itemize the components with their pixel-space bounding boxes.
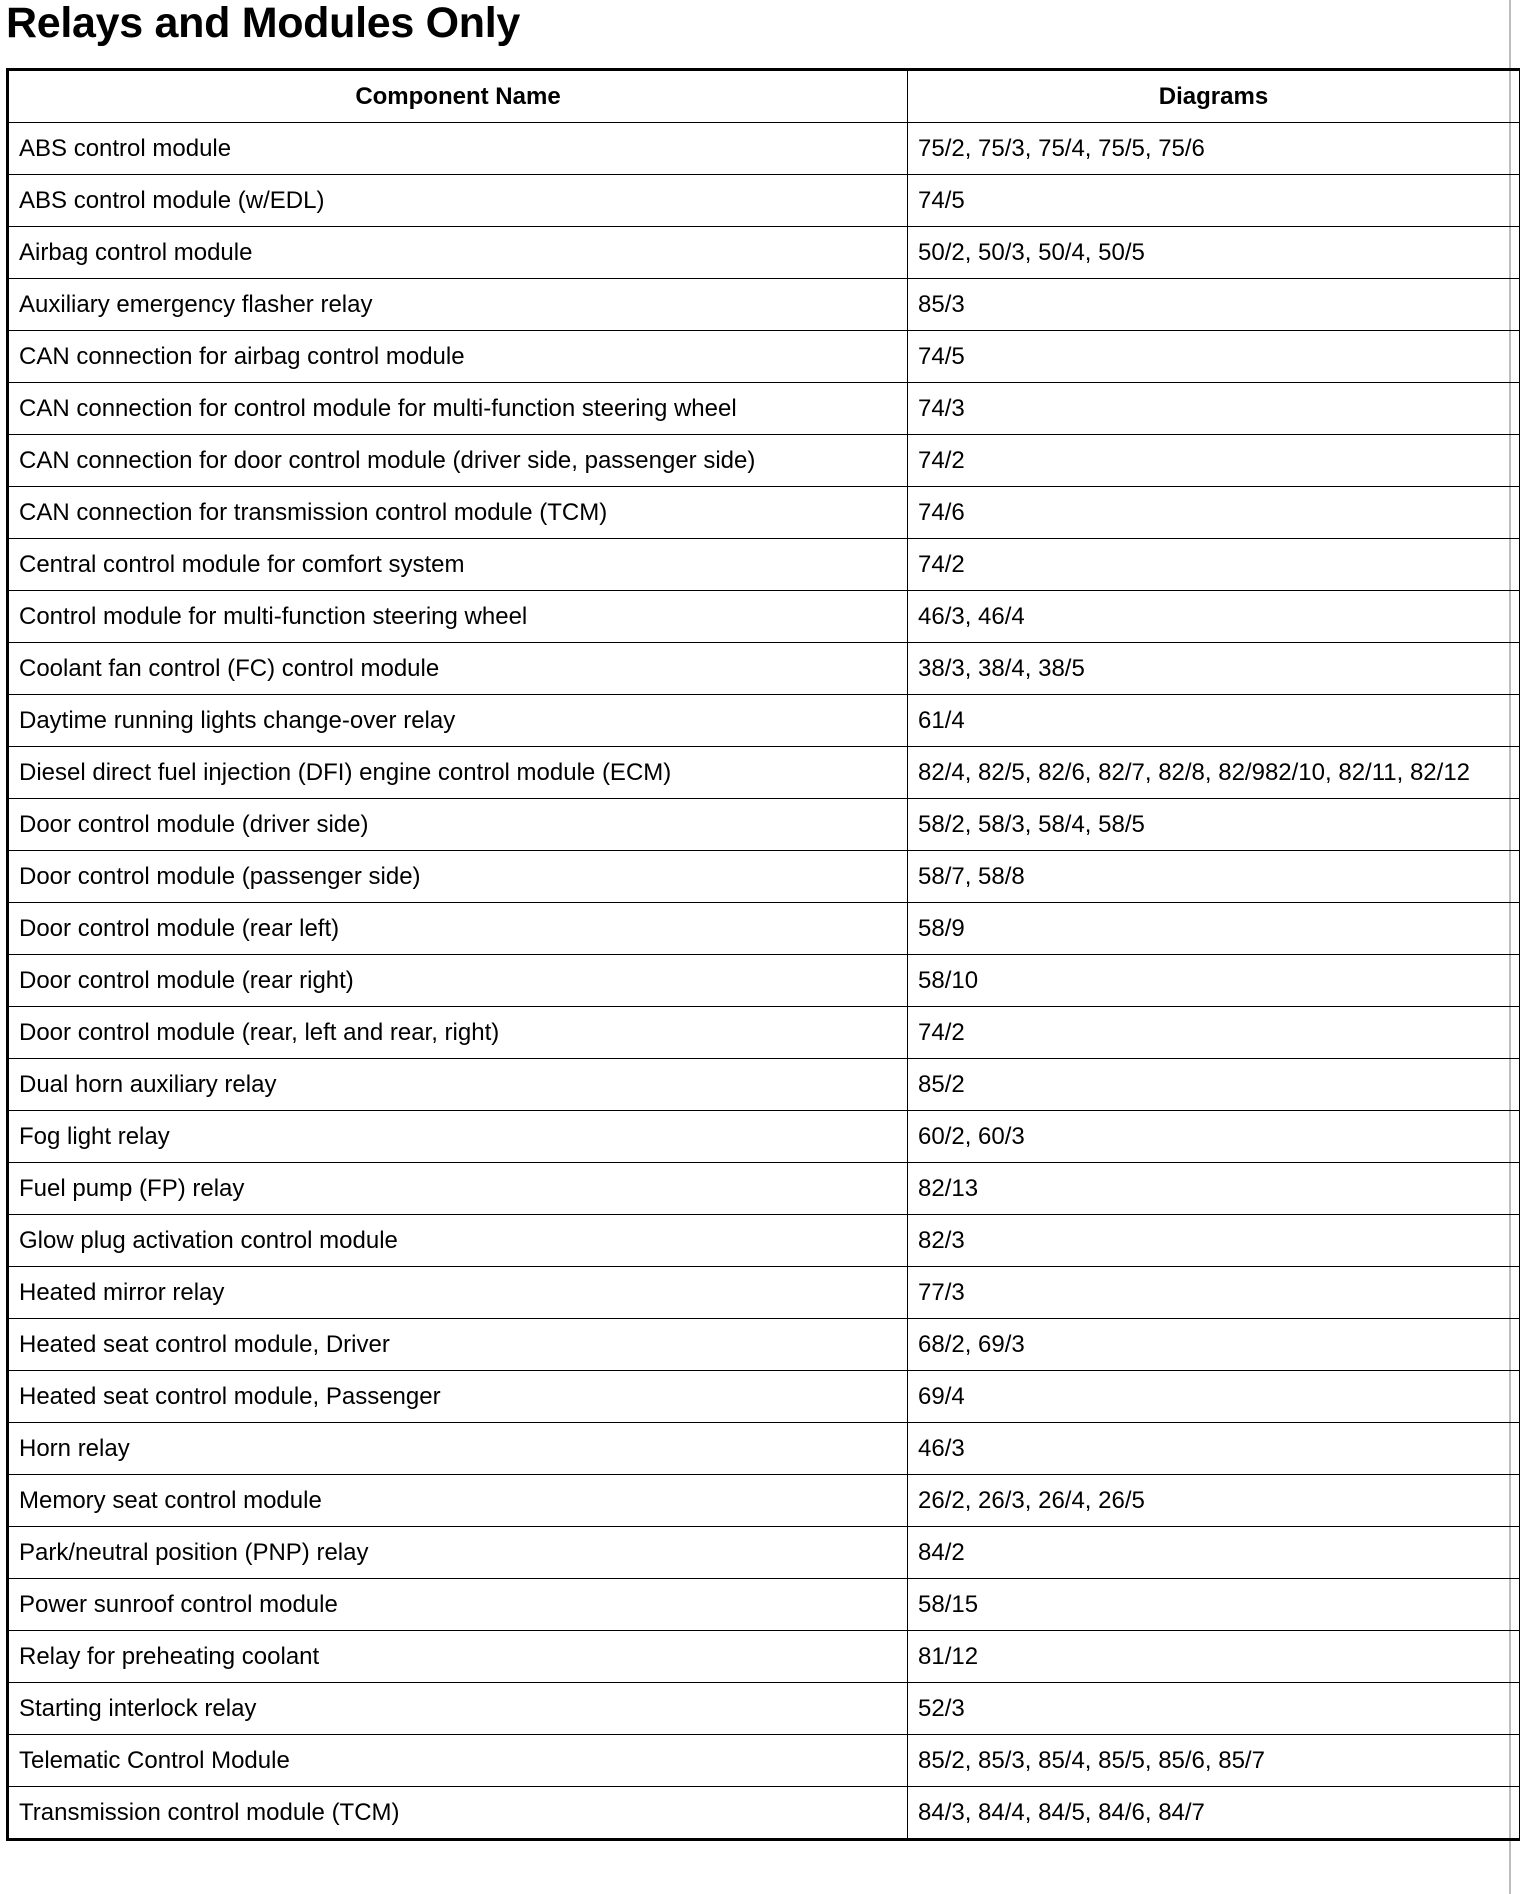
table-row [8,175,1520,227]
component-name-cell: Daytime running lights change-over relay [8,695,908,747]
table-row [8,1267,1520,1319]
diagrams-cell: 69/4 [908,1371,1520,1423]
diagrams-cell: 84/2 [908,1527,1520,1579]
component-name-cell: Airbag control module [8,227,908,279]
diagrams-cell: 81/12 [908,1631,1520,1683]
component-name-cell: ABS control module [8,123,908,175]
component-name-cell: Fuel pump (FP) relay [8,1163,908,1215]
component-name-cell: CAN connection for transmission control module (TCM) [8,487,908,539]
component-name-cell: Door control module (rear, left and rear, right) [8,1007,908,1059]
component-name-cell: Starting interlock relay [8,1683,908,1735]
header-row [8,70,1520,123]
component-name-cell: Transmission control module (TCM) [8,1787,908,1840]
table-row [8,643,1520,695]
diagrams-cell: 74/3 [908,383,1520,435]
diagrams-cell: 82/13 [908,1163,1520,1215]
component-name-cell: Diesel direct fuel injection (DFI) engine control module (ECM) [8,747,908,799]
component-name-cell: Door control module (rear left) [8,903,908,955]
diagrams-cell: 58/9 [908,903,1520,955]
diagrams-cell: 58/15 [908,1579,1520,1631]
table-row [8,539,1520,591]
component-name-cell: Power sunroof control module [8,1579,908,1631]
table-row [8,331,1520,383]
diagrams-cell: 26/2, 26/3, 26/4, 26/5 [908,1475,1520,1527]
diagrams-cell: 85/3 [908,279,1520,331]
table-row [8,1423,1520,1475]
component-name-cell: Glow plug activation control module [8,1215,908,1267]
diagrams-cell: 52/3 [908,1683,1520,1735]
diagrams-cell: 82/3 [908,1215,1520,1267]
diagrams-cell: 38/3, 38/4, 38/5 [908,643,1520,695]
component-name-cell: Dual horn auxiliary relay [8,1059,908,1111]
diagrams-cell: 68/2, 69/3 [908,1319,1520,1371]
components-table [6,68,1520,1841]
table-row [8,955,1520,1007]
table-row [8,487,1520,539]
diagrams-cell: 50/2, 50/3, 50/4, 50/5 [908,227,1520,279]
component-name-cell: Heated seat control module, Passenger [8,1371,908,1423]
component-name-cell: Coolant fan control (FC) control module [8,643,908,695]
diagrams-cell: 60/2, 60/3 [908,1111,1520,1163]
table-row [8,1059,1520,1111]
table-row [8,1371,1520,1423]
component-name-cell: CAN connection for airbag control module [8,331,908,383]
component-name-cell: Park/neutral position (PNP) relay [8,1527,908,1579]
diagrams-cell: 58/7, 58/8 [908,851,1520,903]
table-row [8,383,1520,435]
component-name-cell: Door control module (driver side) [8,799,908,851]
diagrams-cell: 74/2 [908,539,1520,591]
table-row [8,435,1520,487]
component-name-cell: ABS control module (w/EDL) [8,175,908,227]
diagrams-cell: 74/2 [908,435,1520,487]
diagrams-cell: 74/6 [908,487,1520,539]
diagrams-cell: 74/2 [908,1007,1520,1059]
table-row [8,1683,1520,1735]
diagrams-cell: 75/2, 75/3, 75/4, 75/5, 75/6 [908,123,1520,175]
component-name-cell: Control module for multi-function steering wheel [8,591,908,643]
table-row [8,903,1520,955]
table-row [8,1787,1520,1840]
table-row [8,1163,1520,1215]
column-header-component-name: Component Name [8,70,908,123]
table-row [8,1007,1520,1059]
diagrams-cell: 58/10 [908,955,1520,1007]
diagrams-cell: 74/5 [908,175,1520,227]
table-row [8,1579,1520,1631]
component-name-cell: Relay for preheating coolant [8,1631,908,1683]
component-name-cell: Horn relay [8,1423,908,1475]
table-row [8,123,1520,175]
component-name-cell: CAN connection for control module for multi-function steering wheel [8,383,908,435]
diagrams-cell: 77/3 [908,1267,1520,1319]
component-name-cell: Door control module (passenger side) [8,851,908,903]
component-name-cell: Auxiliary emergency flasher relay [8,279,908,331]
table-row [8,747,1520,799]
table-row [8,1527,1520,1579]
component-name-cell: Heated seat control module, Driver [8,1319,908,1371]
table-row [8,1631,1520,1683]
diagrams-cell: 85/2 [908,1059,1520,1111]
component-name-cell: CAN connection for door control module (driver side, passenger side) [8,435,908,487]
table-row [8,1475,1520,1527]
diagrams-cell: 46/3, 46/4 [908,591,1520,643]
table-row [8,1215,1520,1267]
table-row [8,591,1520,643]
component-name-cell: Central control module for comfort system [8,539,908,591]
table-row [8,227,1520,279]
diagrams-cell: 85/2, 85/3, 85/4, 85/5, 85/6, 85/7 [908,1735,1520,1787]
table-row [8,279,1520,331]
component-name-cell: Fog light relay [8,1111,908,1163]
diagrams-cell: 61/4 [908,695,1520,747]
table-row [8,1735,1520,1787]
table-row [8,1111,1520,1163]
diagrams-cell: 84/3, 84/4, 84/5, 84/6, 84/7 [908,1787,1520,1840]
page-title: Relays and Modules Only [6,0,521,47]
component-name-cell: Telematic Control Module [8,1735,908,1787]
diagrams-cell: 82/4, 82/5, 82/6, 82/7, 82/8, 82/982/10, 82/11, 82/12 [908,747,1520,799]
diagrams-cell: 74/5 [908,331,1520,383]
component-name-cell: Door control module (rear right) [8,955,908,1007]
diagrams-cell: 46/3 [908,1423,1520,1475]
table-row [8,695,1520,747]
component-name-cell: Heated mirror relay [8,1267,908,1319]
diagrams-cell: 58/2, 58/3, 58/4, 58/5 [908,799,1520,851]
table-row [8,1319,1520,1371]
table-body [8,123,1520,1840]
table-row [8,799,1520,851]
table-row [8,851,1520,903]
component-name-cell: Memory seat control module [8,1475,908,1527]
column-header-diagrams: Diagrams [908,70,1520,123]
